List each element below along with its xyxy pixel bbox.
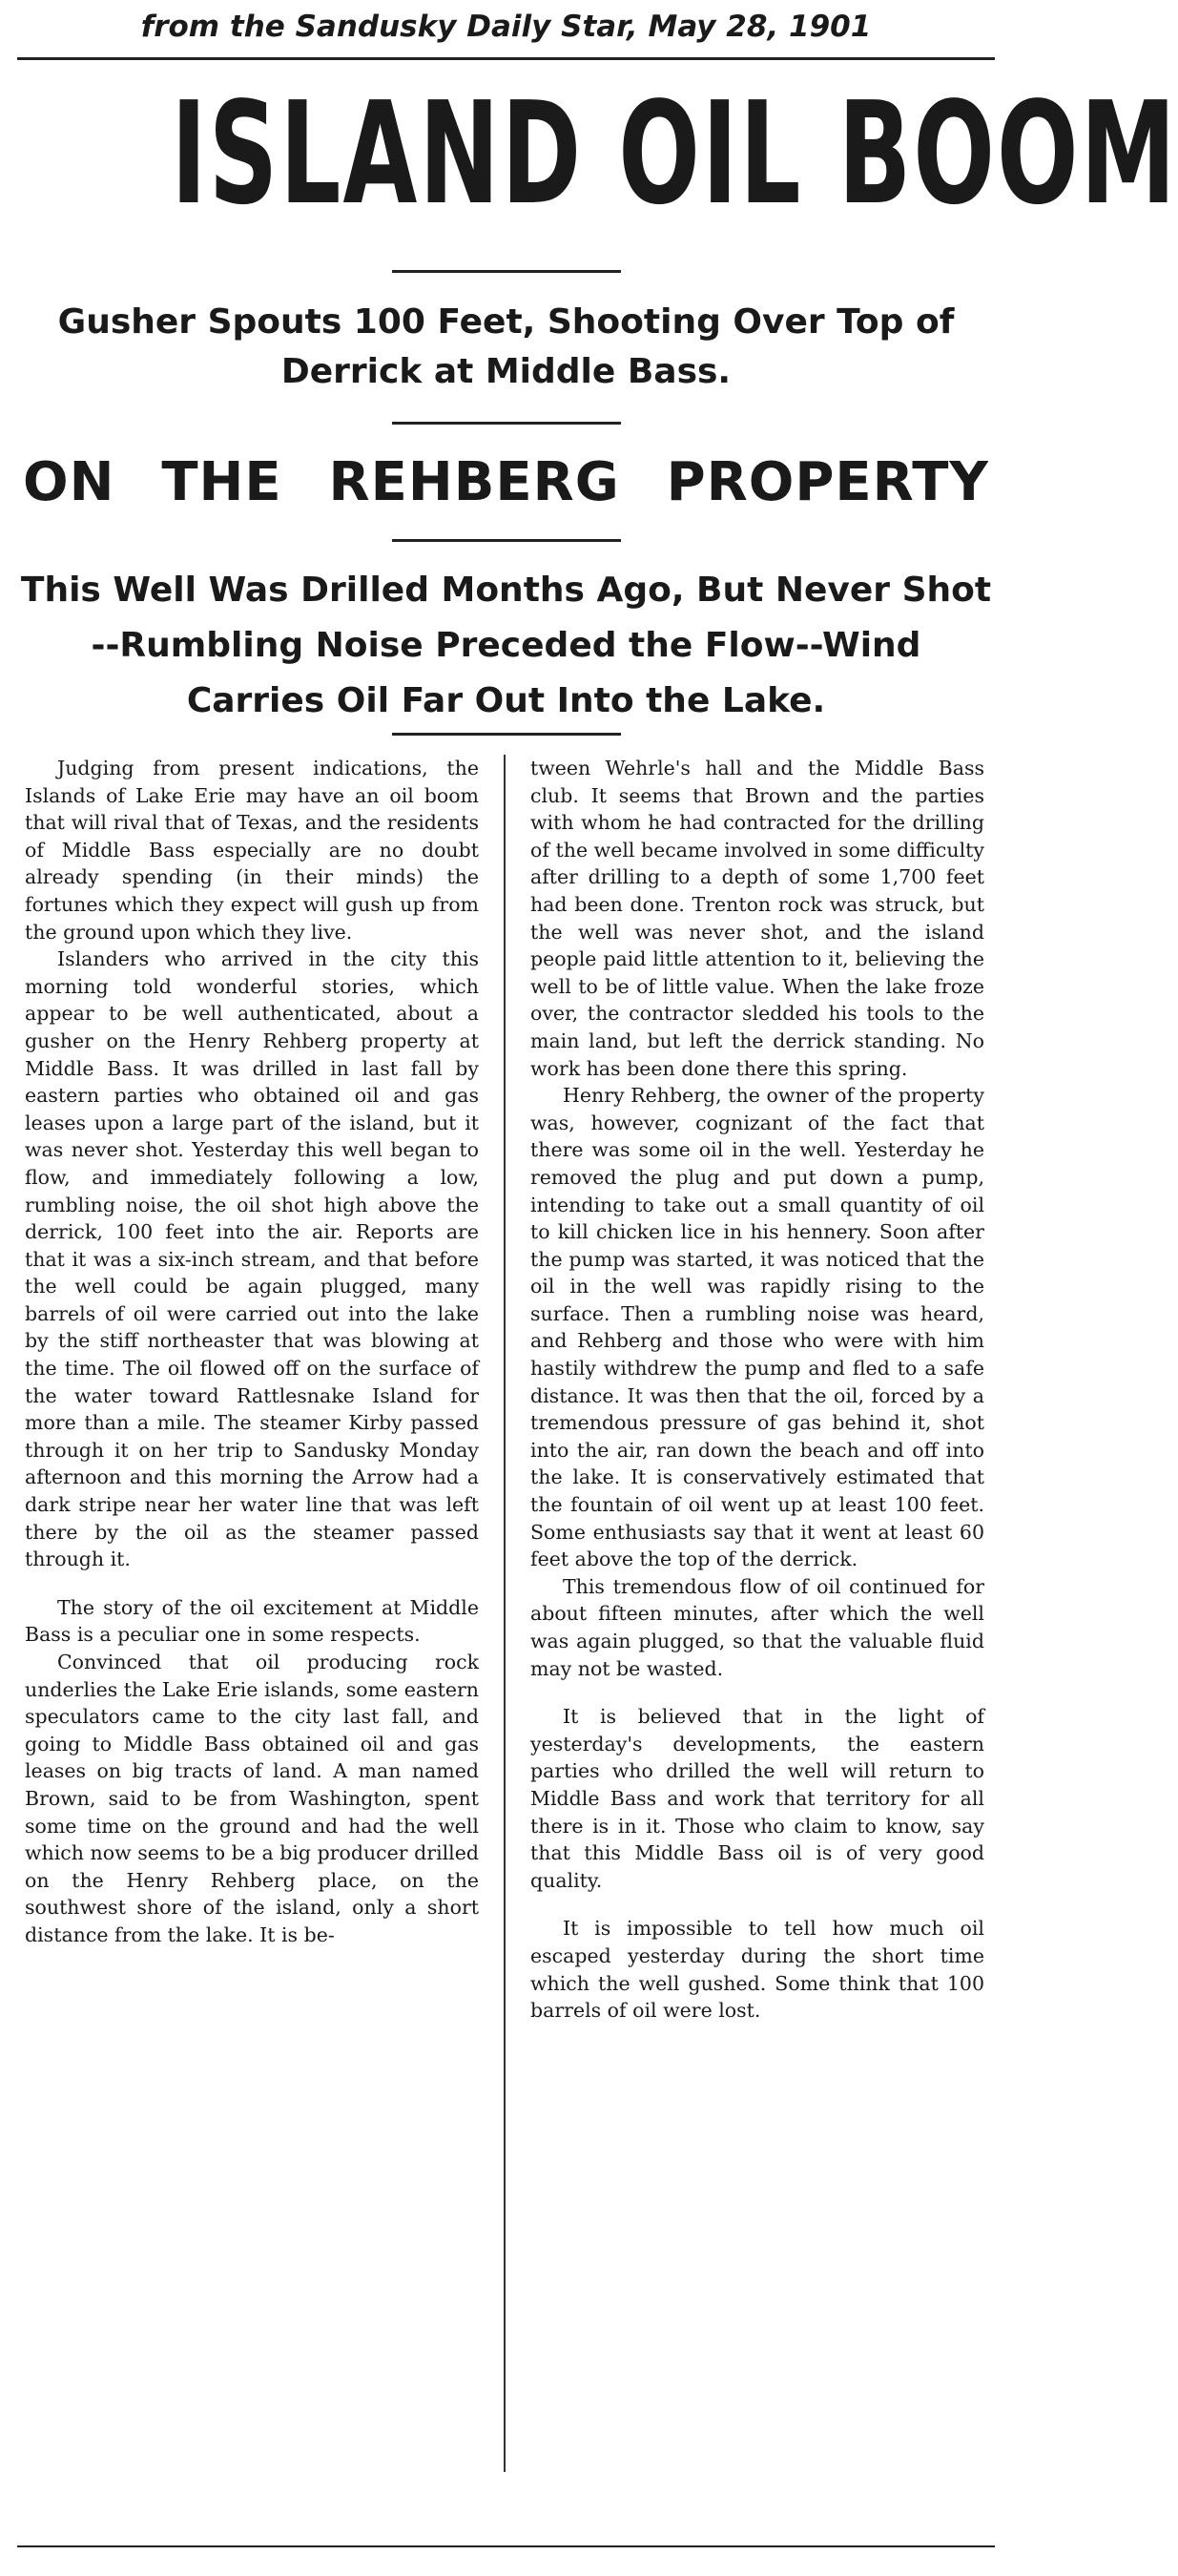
third-deck (13, 542, 999, 733)
third-deck-line-1: This Well Was Drilled Months Ago, But Never Shot (20, 571, 992, 610)
first-deck-line-2: Derrick at Middle Bass. (280, 352, 732, 391)
third-deck-line-2: --Rumbling Noise Preceded the Flow--Wind (91, 626, 921, 665)
first-deck (13, 273, 999, 422)
paragraph: It is believed that in the light of yesterday's developments, the eastern parties who drilled the well will return to Middle Bass and work that territory for all there is in it. Those who claim to know, say that this Middle Bass oil is of very good quality. (530, 1705, 984, 1892)
paragraph: Henry Rehberg, the owner of the property was, however, cognizant of the fact that there was some oil in the well. Yesterday he removed the plug and put down a pump, intending to take out a small quantity of oil to kill chicken lice in his hennery. Soon after the pump was started, it was noticed that the oil in the well was rapidly rising to the surface. Then a rumbling noise was heard, and Rehberg and those who were with him hastily withdrew the pump and fled to a safe distance. It was then that the oil, forced by a tremendous pressure of gas behind it, shot into the air, ran down the beach and off into the lake. It is conservatively estimated that the fountain of oil went up at least 100 feet. Some enthusiasts say that it went at least 60 feet above the top of the derrick. (530, 1084, 984, 1571)
paragraph: This tremendous flow of oil continued for about fifteen minutes, after which the well was again plugged, so that the valuable fluid may not be wasted. (530, 1574, 984, 1680)
paragraph: The story of the oil excitement at Middle Bass is a peculiar one in some respects. (25, 1595, 479, 1647)
article-column-right (519, 755, 996, 2472)
deck-divider-3 (392, 733, 621, 736)
paragraph: Convinced that oil producing rock underlies the Lake Erie islands, some eastern speculators came to the city last fall, and going to Middle Bass obtained oil and gas leases on big tracts of land. A man named Brown, said to be from Washington, spent some time on the ground and had the well which now seems to be a big producer drilled on the Henry Rehberg place, on the southwest shore of the island, only a short distance from the lake. It is be- (25, 1651, 479, 1946)
third-deck-line-3: Carries Oil Far Out Into the Lake. (186, 681, 826, 720)
paragraph: tween Wehrle's hall and the Middle Bass club. It seems that Brown and the parties with whom he had contracted for the drilling of the well became involved in some difficulty after drilling to a depth of some 1,700 feet had been done. Trenton rock was struck, but the well was never shot, and the island people paid little attention to it, believing the well to be of little value. When the lake froze over, the contractor sledded his tools to the main land, but left the derrick standing. No work has been done there this spring. (530, 757, 984, 1080)
second-deck (13, 425, 999, 539)
article-column-left (13, 755, 490, 2472)
first-deck-line-1: Gusher Spouts 100 Feet, Shooting Over Top of (57, 302, 955, 342)
article-body (13, 755, 999, 2472)
second-deck-word-3: REHBERG (328, 450, 620, 513)
paragraph: It is impossible to tell how much oil escaped yesterday during the short time which the well gushed. Some think that 100 barrels of oil were lost. (530, 1917, 984, 2023)
bottom-rule (17, 2545, 995, 2547)
paragraph: Judging from present indications, the Islands of Lake Erie may have an oil boom that will rival that of Texas, and the residents of Middle Bass especially are no doubt already spending (in their minds) the fortunes which they expect will gush up from the ground upon which they live. (25, 757, 479, 944)
second-deck-word-4: PROPERTY (666, 450, 989, 513)
column-divider (504, 755, 506, 2472)
second-deck-word-1: ON (23, 450, 115, 513)
paragraph: Islanders who arrived in the city this morning told wonderful stories, which appear to be well authenticated, about a gusher on the Henry Rehberg property at Middle Bass. It was drilled in last fall by eastern parties who obtained oil and gas leases upon a large part of the island, but it was never shot. Yesterday this well began to flow, and immediately following a low, rumbling noise, the oil shot high above the derrick, 100 feet into the air. Reports are that it was a six-inch stream, and that before the well could be again plugged, many barrels of oil were carried out into the lake by the stiff northeaster that was blowing at the time. The oil flowed off on the surface of the water toward Rattlesnake Island for more than a mile. The steamer Kirby passed through it on her trip to Sandusky Monday afternoon and this morning the Arrow had a dark stripe near her water line that was left there by the oil as the steamer passed through it. (25, 947, 479, 1571)
headline: ISLAND OIL BOOM (171, 72, 1178, 236)
source-caption: from the Sandusky Daily Star, May 28, 1901 (140, 10, 872, 44)
second-deck-word-2: THE (161, 450, 282, 513)
